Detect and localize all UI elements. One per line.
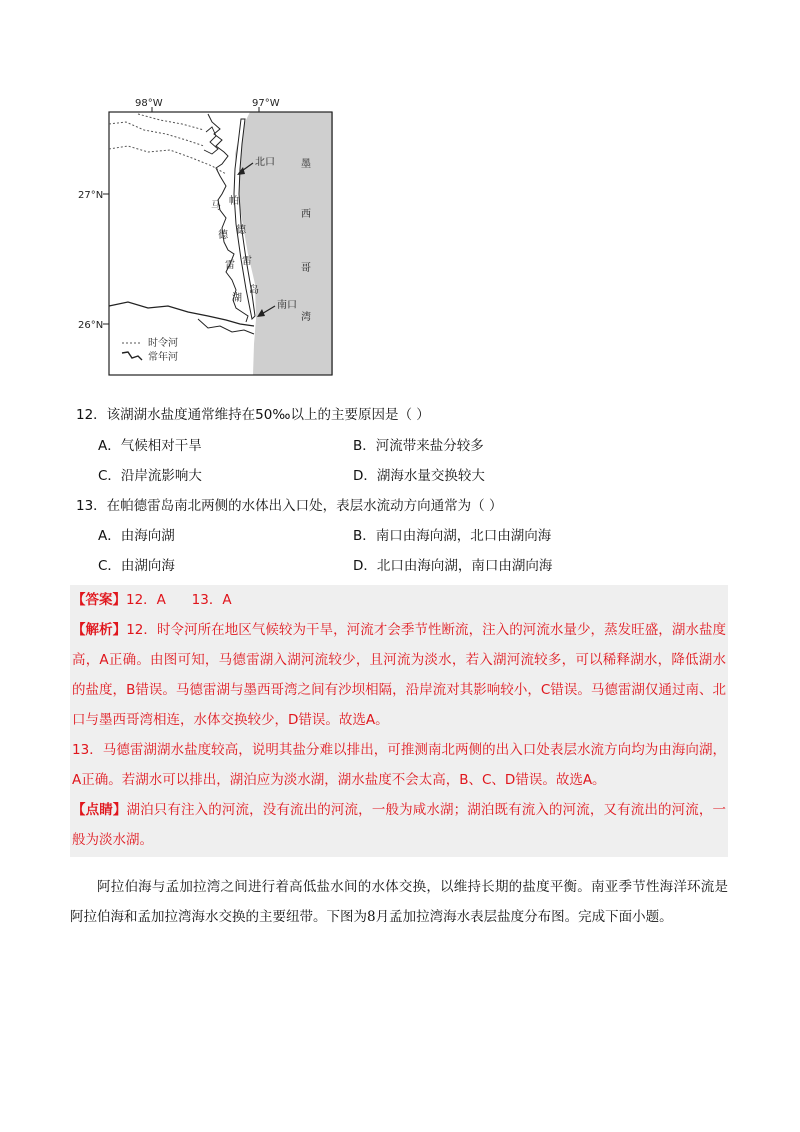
island-label-1: 帕 — [229, 196, 239, 207]
lagoon-label-2: 德 — [218, 230, 228, 241]
answer-text: 12．A 13．A — [126, 592, 232, 608]
next-questions-intro: 阿拉伯海与孟加拉湾之间进行着高低盐水间的水体交换，以维持长期的盐度平衡。南亚季节性海洋环流是阿拉伯海和孟加拉湾海水交换的主要纽带。下图为8月孟加拉湾海水表层盐度分布图。完成下面小题。 — [70, 879, 728, 925]
island-label-3: 雷 — [242, 256, 252, 267]
lagoon-label-1: 马 — [211, 201, 221, 212]
question-13-stem: 13．在帕德雷岛南北两侧的水体出入口处，表层水流动方向通常为（ ） — [76, 498, 503, 514]
answer-analysis-block — [70, 585, 728, 857]
lat-26n-label: 26°N — [78, 320, 104, 331]
gulf-label-1: 墨 — [301, 159, 311, 170]
q12-option-d: D．湖海水量交换较大 — [353, 468, 485, 484]
perennial-river-legend-icon — [122, 352, 142, 360]
analysis-13: 13．马德雷湖湖水盐度较高，说明其盐分难以排出，可推测南北两侧的出入口处表层水流方向均为由海向湖，A正确。若湖水可以排出，湖泊应为淡水湖，湖水盐度不会太高，B、C、D错误。故选A。 — [72, 742, 726, 788]
gulf-label-4: 湾 — [301, 312, 311, 323]
answer-tag: 【答案】 — [72, 592, 126, 608]
lagoon-label-3: 雷 — [225, 260, 235, 271]
q12-option-a: A．气候相对干旱 — [98, 438, 202, 454]
q13-option-a: A．由海向湖 — [98, 528, 175, 544]
q13-option-b: B．南口由海向湖，北口由湖向海 — [353, 528, 552, 544]
lon-98w-label: 98°W — [135, 98, 163, 109]
gulf-label-3: 哥 — [301, 263, 311, 274]
coastal-lagoon-map — [78, 94, 333, 376]
analysis-tag: 【解析】 — [72, 622, 127, 638]
q12-option-b: B．河流带来盐分较多 — [353, 438, 484, 454]
answer-line — [72, 585, 726, 615]
south-inlet-label: 南口 — [277, 300, 297, 311]
analysis-12 — [72, 615, 726, 735]
lon-97w-label: 97°W — [252, 98, 280, 109]
island-label-2: 德 — [236, 225, 246, 236]
gulf-of-mexico-area — [235, 112, 333, 375]
legend-perennial-river: 常年河 — [148, 352, 178, 363]
legend-seasonal-river: 时令河 — [148, 338, 178, 349]
tip-text: 湖泊只有注入的河流，没有流出的河流，一般为咸水湖；湖泊既有流入的河流，又有流出的河流，一般为淡水湖。 — [72, 802, 727, 848]
tip-tag: 【点睛】 — [72, 802, 127, 818]
q13-option-d: D．北口由海向湖，南口由湖向海 — [353, 558, 553, 574]
lat-27n-label: 27°N — [78, 190, 104, 201]
tip-line — [72, 795, 726, 855]
gulf-label-2: 西 — [301, 209, 311, 220]
q13-option-c: C．由湖向海 — [98, 558, 175, 574]
perennial-river — [109, 302, 254, 326]
seasonal-river-1 — [109, 146, 226, 174]
seasonal-river-3 — [138, 114, 204, 130]
island-label-4: 岛 — [249, 285, 259, 296]
analysis-12-text: 12．时令河所在地区气候较为干旱，河流才会季节性断流，注入的河流水量少，蒸发旺盛，湖水盐度高，A正确。由图可知，马德雷湖入湖河流较少，且河流为淡水，若入湖河流较多，可以稀释湖水，降低湖水的盐度，B错误。马德雷湖与墨西哥湾之间有沙坝相隔，沿岸流对其影响较小，C错误。马德雷湖仅通过南、北口与墨西哥湾相连，水体交换较少，D错误。故选A。 — [72, 622, 726, 728]
question-12-stem: 12．该湖湖水盐度通常维持在50‰以上的主要原因是（ ） — [76, 407, 430, 423]
lagoon-label-4: 湖 — [232, 293, 242, 304]
q12-option-c: C．沿岸流影响大 — [98, 468, 202, 484]
north-inlet-label: 北口 — [255, 157, 275, 168]
